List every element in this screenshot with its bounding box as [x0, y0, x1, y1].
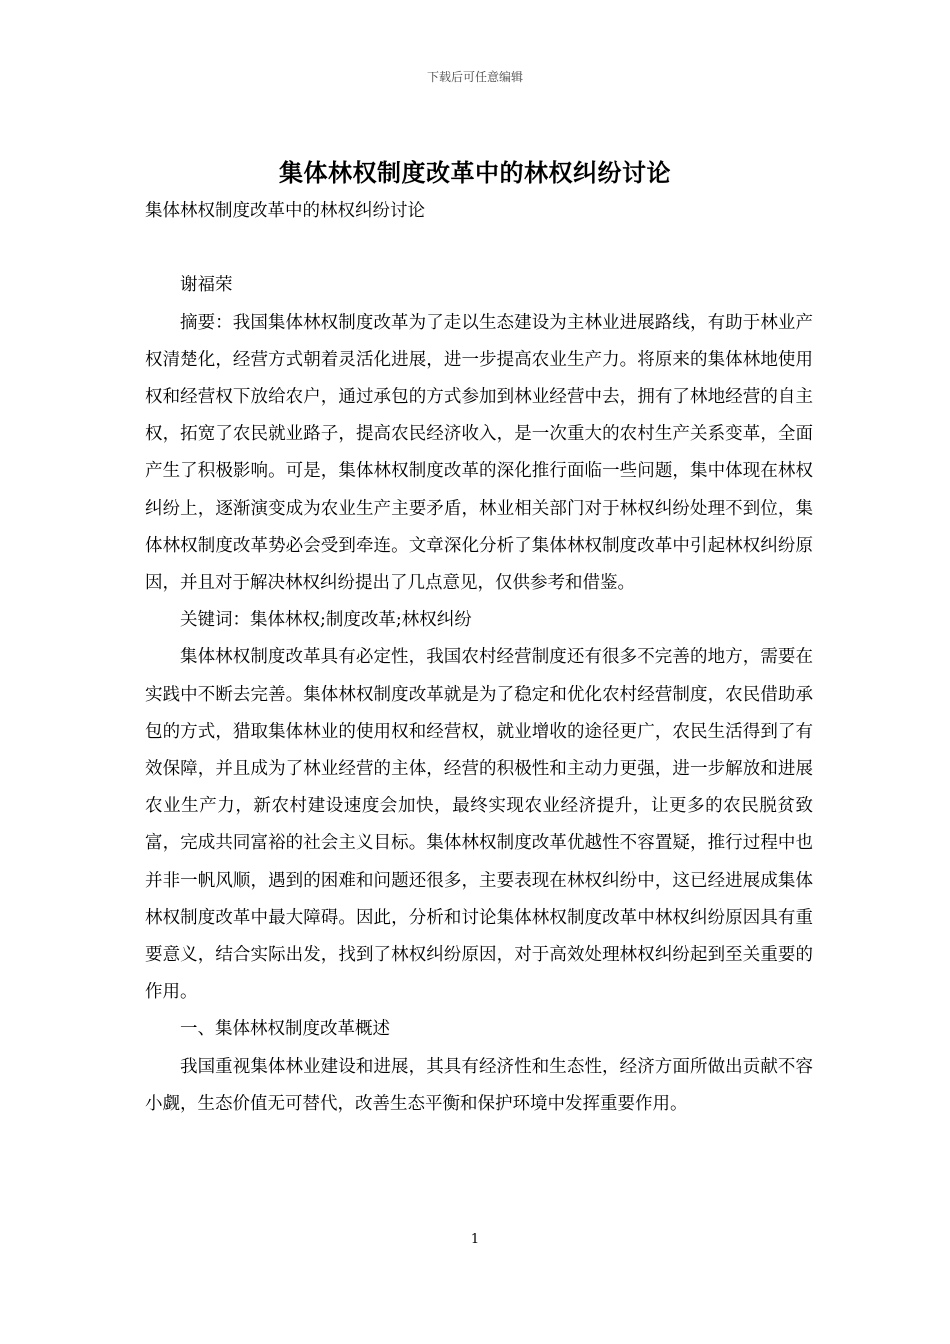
abstract-paragraph: 摘要：我国集体林权制度改革为了走以生态建设为主林业进展路线，有助于林业产权清楚化，经营方式朝着灵活化进展，进一步提高农业生产力。将原来的集体林地使用权和经营权下放给农户，通过承包的方式参加到林业经营中去，拥有了林地经营的自主权，拓宽了农民就业路子，提高农民经济收入，是一次重大的农村生产关系变革，全面产生了积极影响。可是，集体林权制度改革的深化推行面临一些问题，集中体现在林权纠纷上，逐渐演变成为农业生产主要矛盾，林业相关部门对于林权纠纷处理不到位，集体林权制度改革势必会受到牵连。文章深化分析了集体林权制度改革中引起林权纠纷原因，并且对于解决林权纠纷提出了几点意见，仅供参考和借鉴。 [145, 312, 813, 594]
page-number: 1 [470, 1232, 480, 1247]
document-body [145, 193, 813, 1123]
keywords-line: 关键词：集体林权;制度改革;林权纠纷 [180, 610, 472, 631]
blank-line [145, 230, 813, 267]
document-title: 集体林权制度改革中的林权纠纷讨论 [279, 159, 671, 187]
page-header: 下载后可任意编辑 [426, 70, 523, 84]
document-subtitle: 集体林权制度改革中的林权纠纷讨论 [145, 201, 425, 221]
body-paragraph: 我国重视集体林业建设和进展，其具有经济性和生态性，经济方面所做出贡献不容小觑，生态价值无可替代，改善生态平衡和保护环境中发挥重要作用。 [145, 1056, 813, 1114]
section-heading: 一、集体林权制度改革概述 [180, 1019, 390, 1040]
author-name: 谢福荣 [180, 275, 233, 296]
body-paragraph: 集体林权制度改革具有必定性，我国农村经营制度还有很多不完善的地方，需要在实践中不断去完善。集体林权制度改革就是为了稳定和优化农村经营制度，农民借助承包的方式，猎取集体林业的使用权和经营权，就业增收的途径更广，农民生活得到了有效保障，并且成为了林业经营的主体，经营的积极性和主动力更强，进一步解放和进展农业生产力，新农村建设速度会加快，最终实现农业经济提升，让更多的农民脱贫致富，完成共同富裕的社会主义目标。集体林权制度改革优越性不容置疑，推行过程中也并非一帆风顺，遇到的困难和问题还很多，主要表现在林权纠纷中，这已经进展成集体林权制度改革中最大障碍。因此，分析和讨论集体林权制度改革中林权纠纷原因具有重要意义，结合实际出发，找到了林权纠纷原因，对于高效处理林权纠纷起到至关重要的作用。 [145, 647, 813, 1003]
